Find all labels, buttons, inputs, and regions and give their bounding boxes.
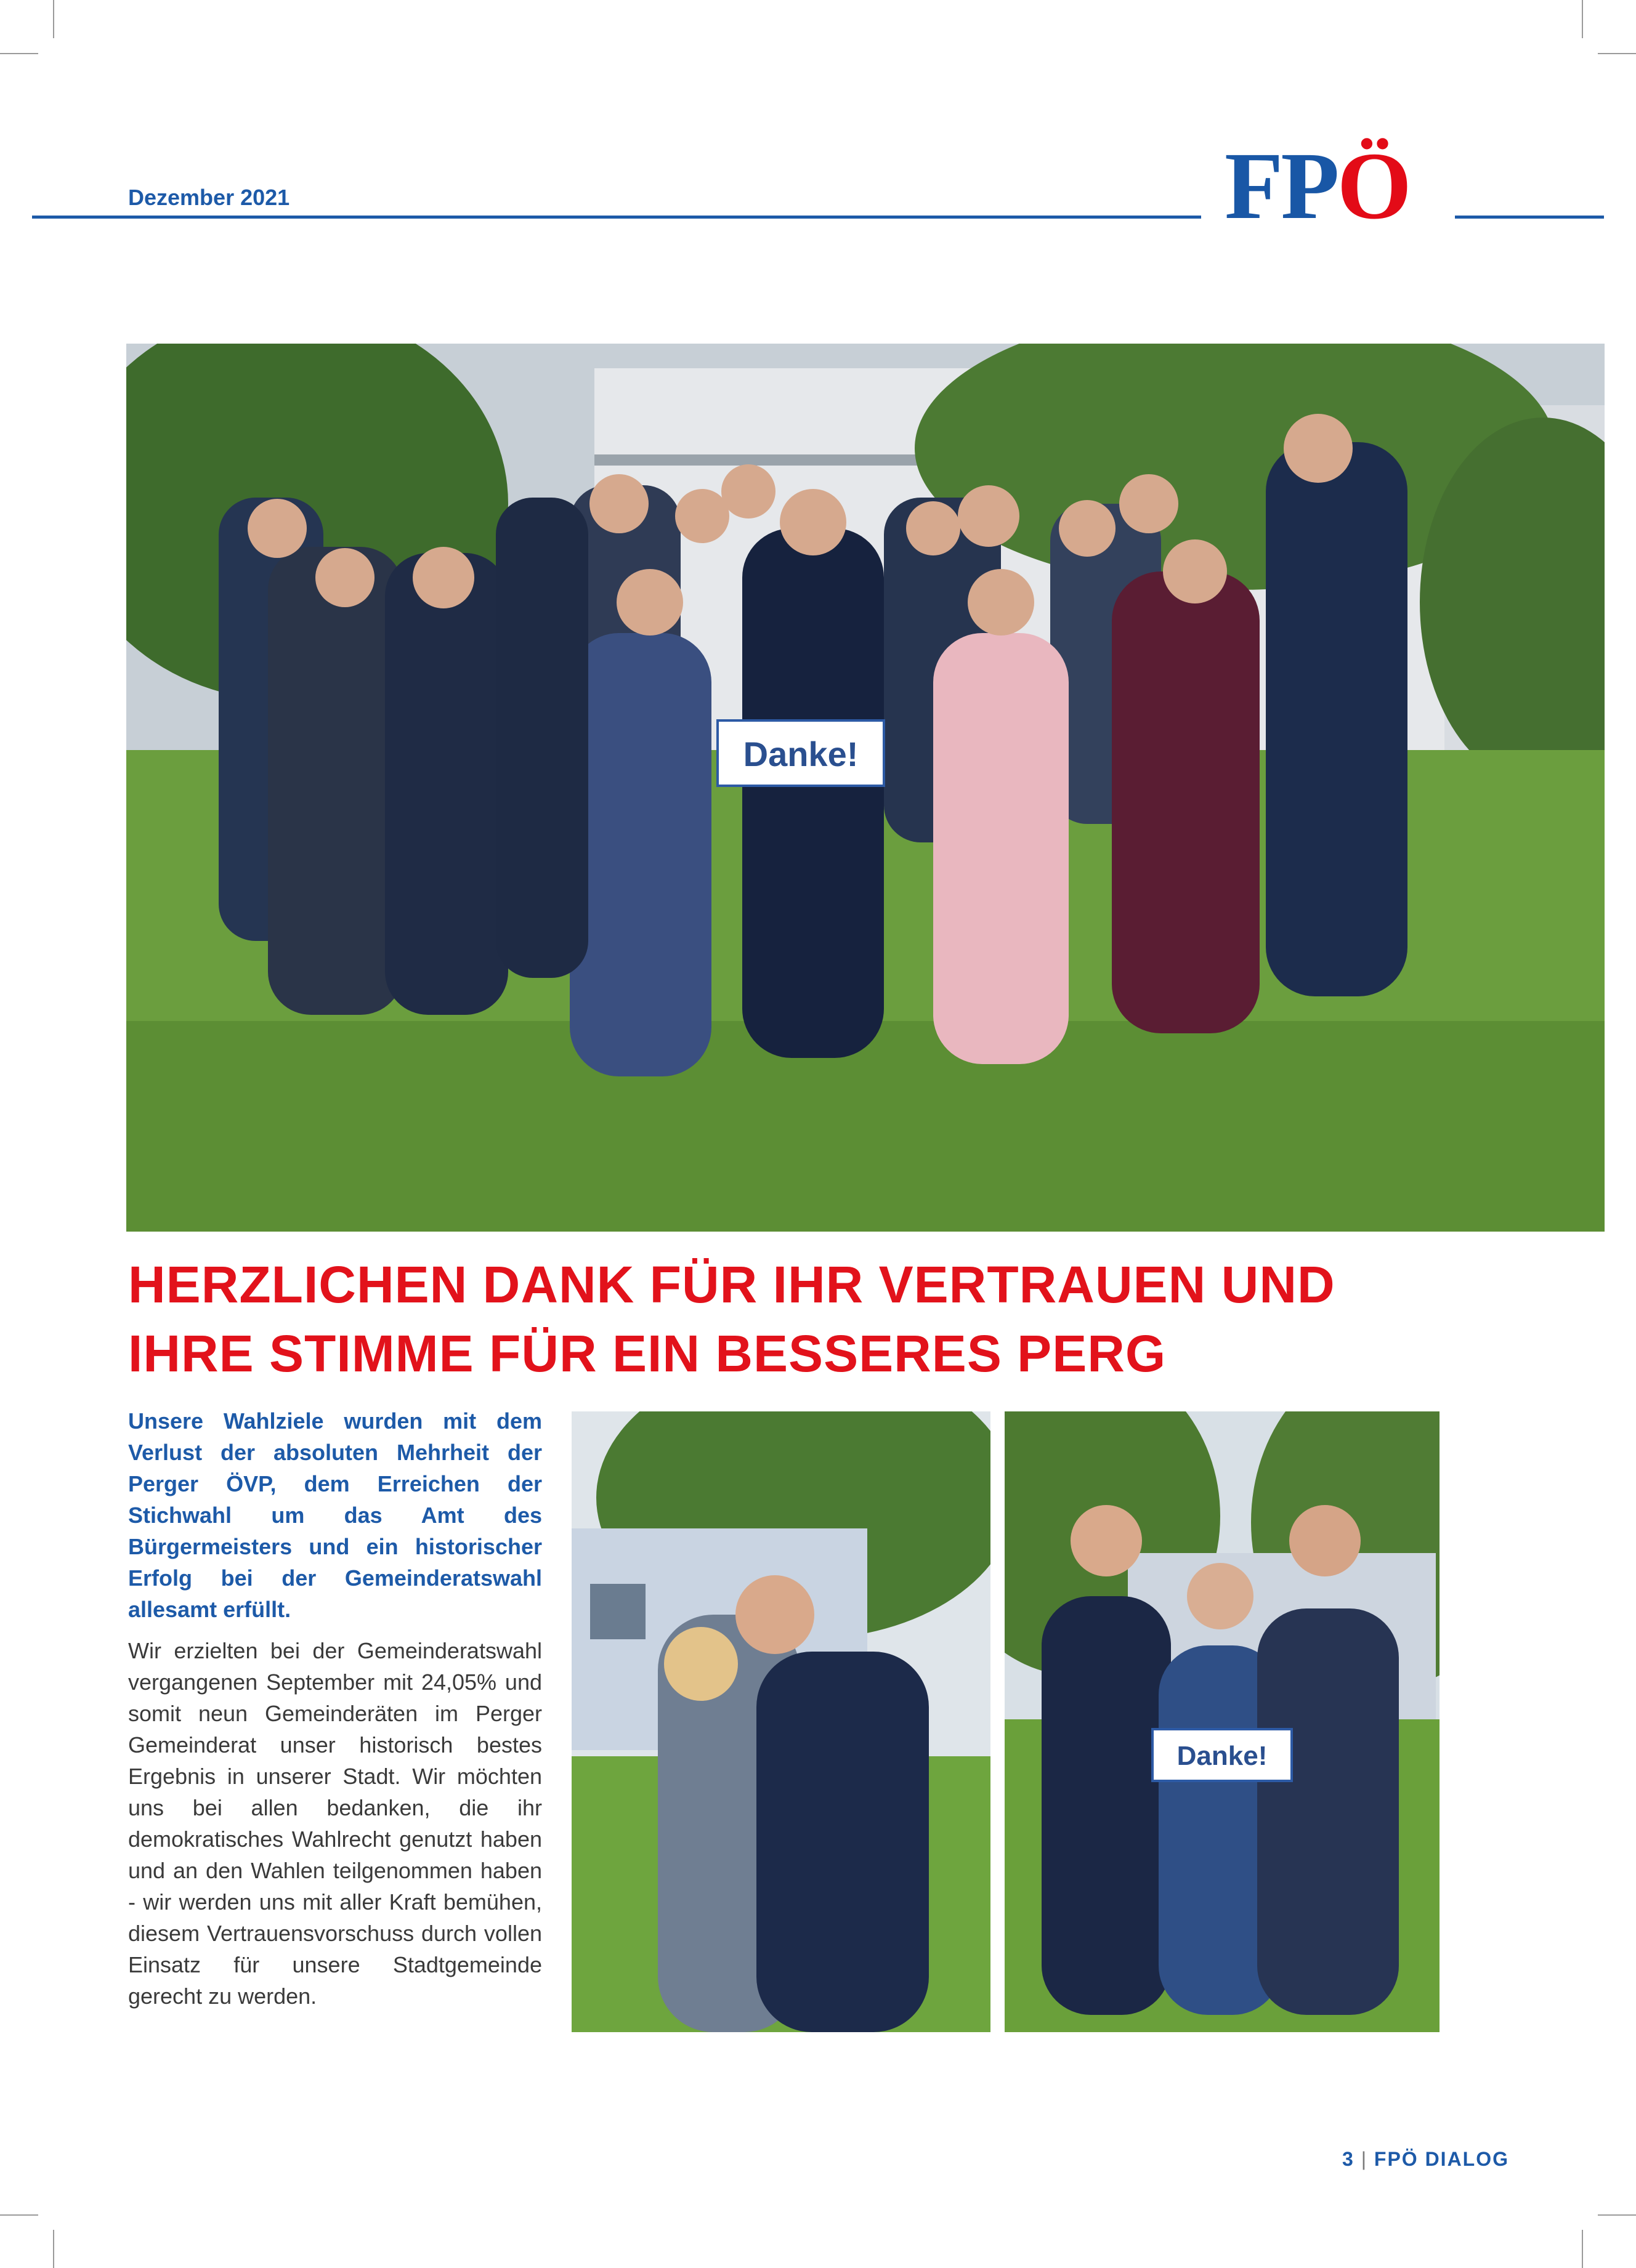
crop-mark <box>1598 53 1636 54</box>
footer-separator: | <box>1361 2148 1367 2170</box>
publication-name: FPÖ DIALOG <box>1374 2148 1509 2170</box>
page-footer <box>1324 2148 1509 2171</box>
trio-photo <box>1005 1411 1440 2032</box>
header-rule-left <box>32 216 1201 219</box>
sign-text-small: Danke! <box>1176 1741 1268 1771</box>
crop-mark <box>1582 0 1583 38</box>
page-number: 3 <box>1342 2148 1355 2170</box>
crop-mark <box>1598 2214 1636 2216</box>
article-body: Wir erzielten bei der Gemeinderatswahl vergangenen September mit 24,05% und somit neun Gemeinderäten im Perger Gemeinderat unser historisch bestes Ergebnis in unserer Stadt. Wir möchten uns bei allen bedanken, die ihr demokratisches Wahlrecht genutzt haben und an den Wahlen teilgenommen haben - wir werden uns mit aller Kraft bemühen, diesem Vertrauensvorschuss durch vollen Einsatz für unsere Stadtgemeinde gerecht zu werden. <box>128 1638 542 2009</box>
headline-line-1: HERZLICHEN DANK FÜR IHR VERTRAUEN UND <box>128 1256 1335 1314</box>
crop-mark <box>53 0 54 38</box>
issue-date: Dezember 2021 <box>128 185 290 210</box>
headline-line-2: IHRE STIMME FÜR EIN BESSERES PERG <box>128 1325 1167 1382</box>
crop-mark <box>0 2214 38 2216</box>
couple-photo <box>572 1411 990 2032</box>
crop-mark <box>0 53 38 54</box>
header-rule-right <box>1455 216 1604 219</box>
logo-main-text: FP <box>1225 132 1337 239</box>
crop-mark <box>53 2230 54 2268</box>
crop-mark <box>1582 2230 1583 2268</box>
article-headline <box>128 1250 1514 1388</box>
fpoe-logo <box>1225 132 1409 239</box>
group-photo <box>126 344 1605 1232</box>
sign-text: Danke! <box>743 735 859 773</box>
logo-accent-text: Ö <box>1337 132 1409 239</box>
article-lead: Unsere Wahlziele wurden mit dem Verlust der absoluten Mehrheit der Perger ÖVP, dem Erreichen der Stichwahl um das Amt des Bürgermeisters und ein historischer Erfolg bei der Gemeinderatswahl allesamt erfüllt. <box>128 1408 542 1622</box>
